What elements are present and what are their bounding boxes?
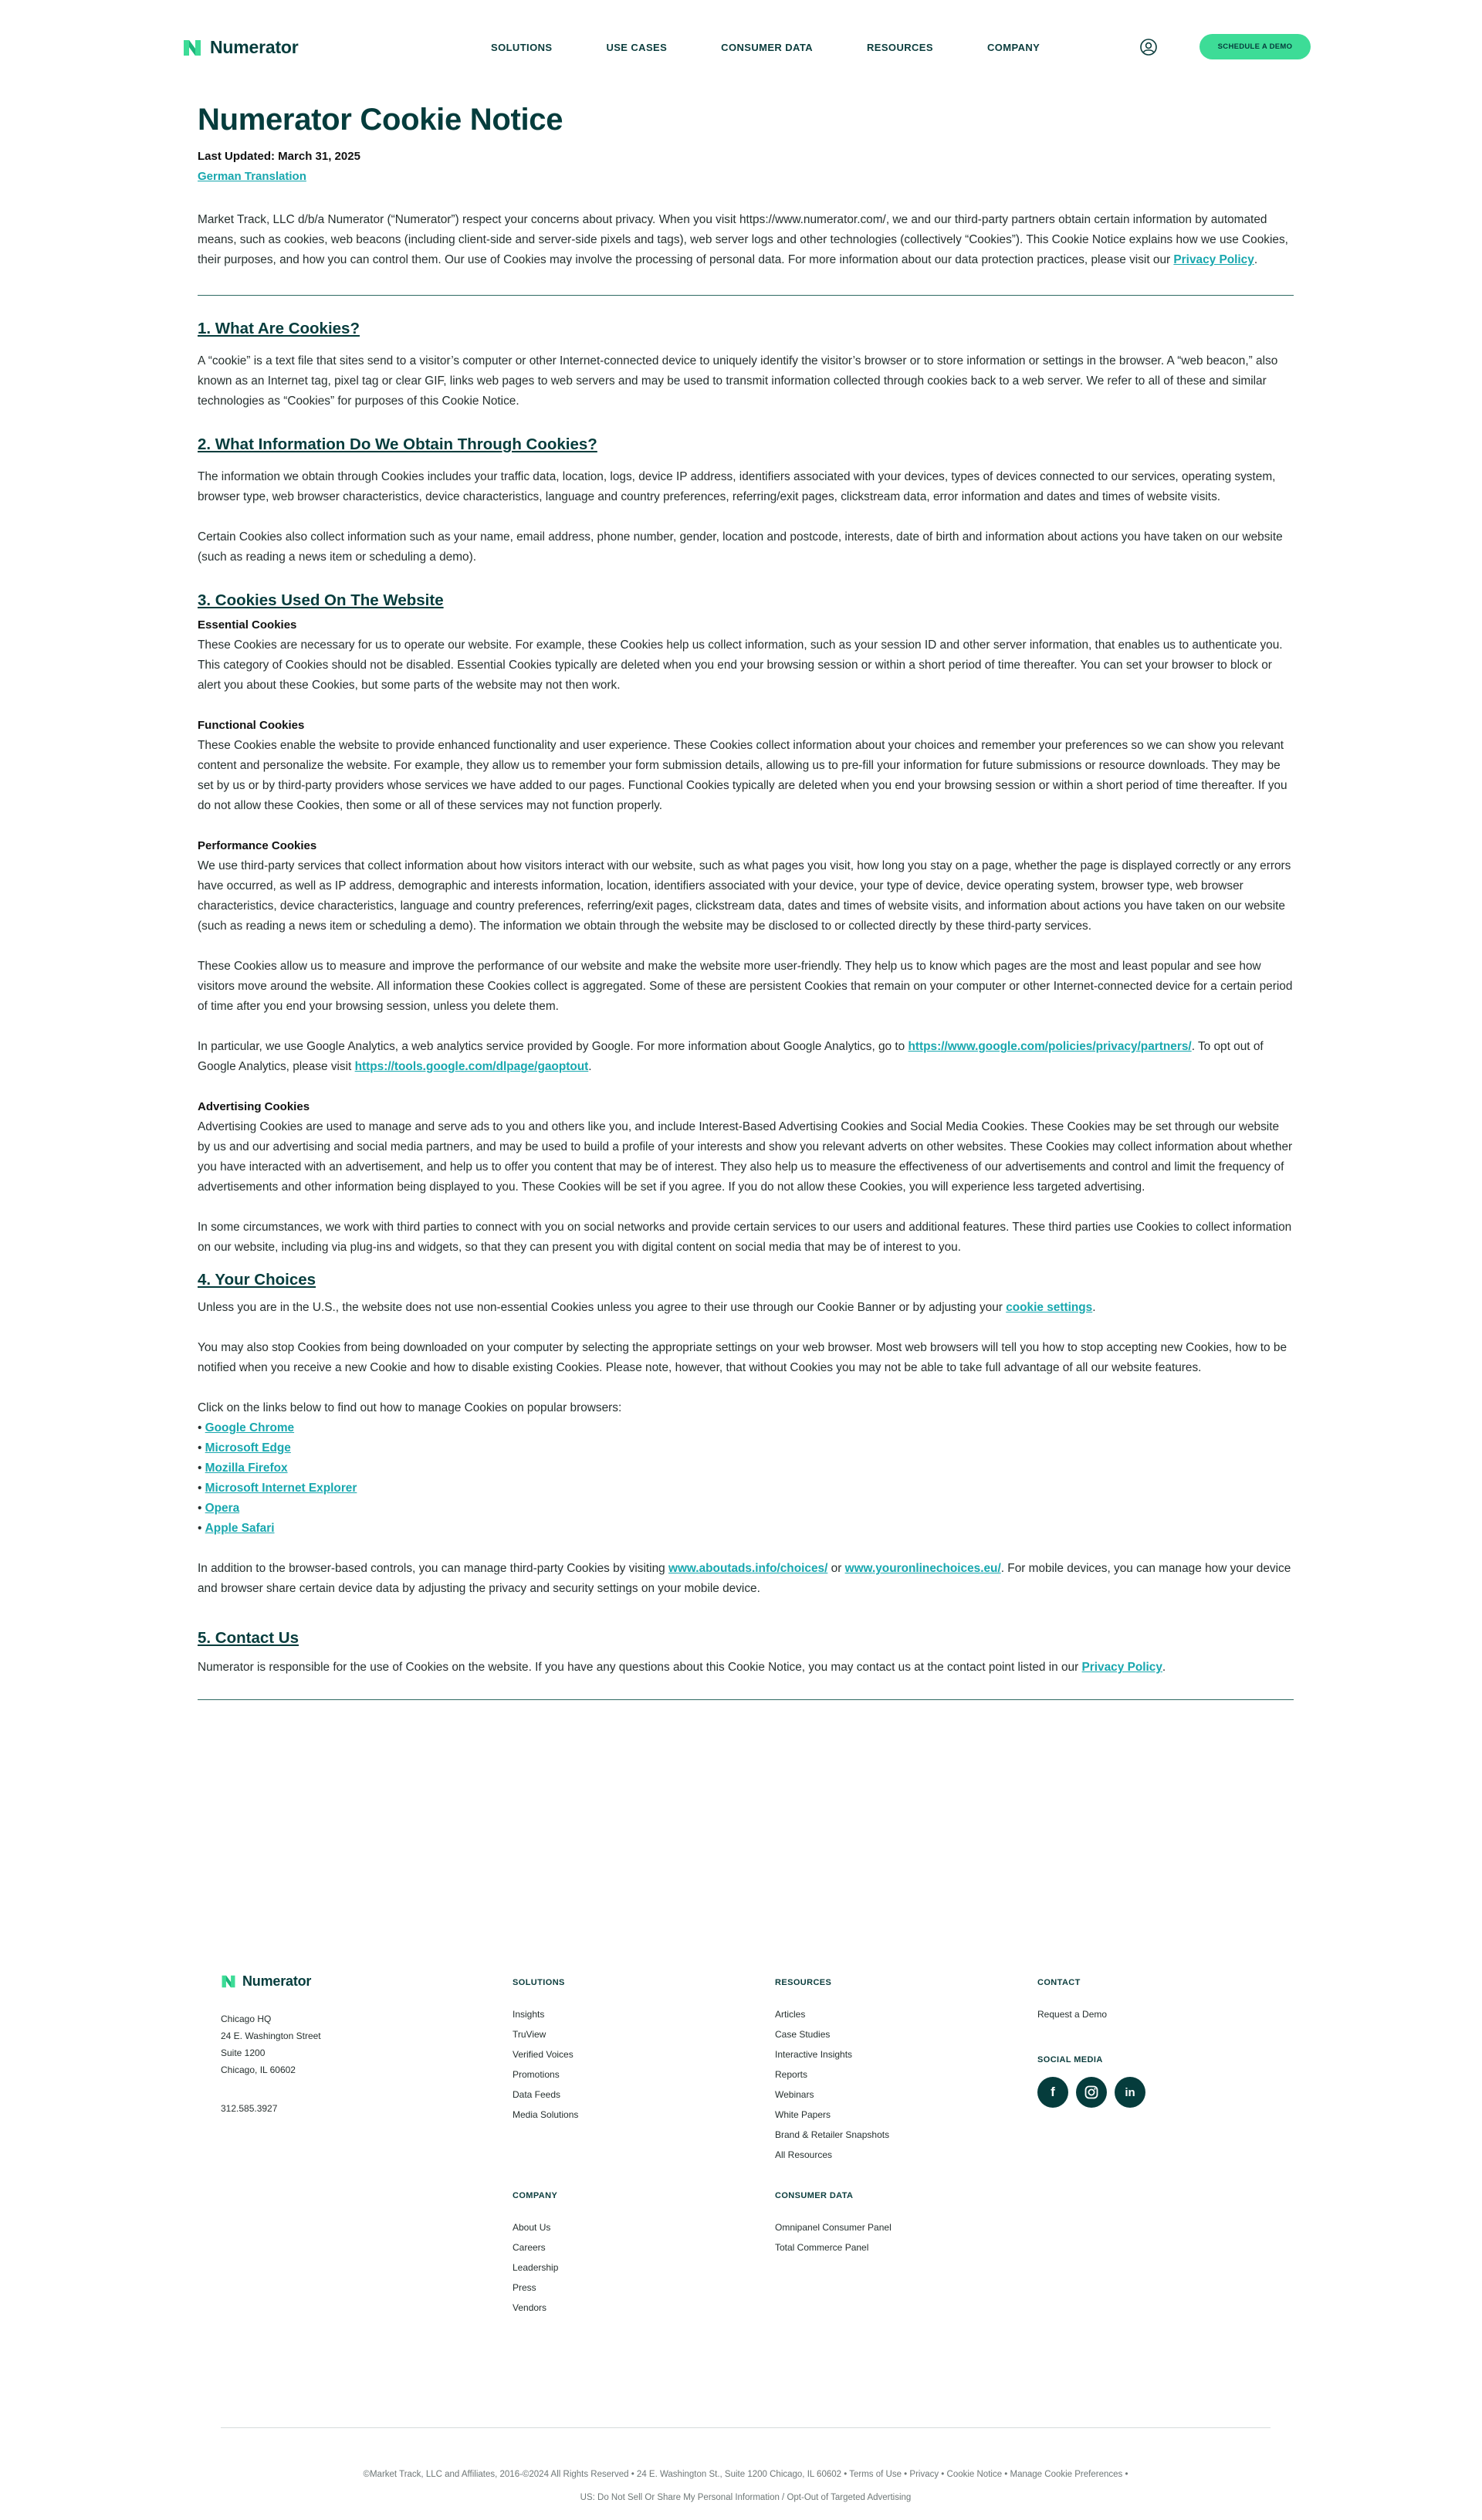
instagram-icon[interactable] [1076,2077,1107,2108]
functional-cookies-text: These Cookies enable the website to provide enhanced functionality and user experience. These Cookies collect information about your choices and remember your preferences so we can show you relevant content and personalize the website. For example, they allow us to remember your form submission details, allowing us to pre-fill your information for future submissions or resource downloads. They may be set by us or by third-party providers whose services we have added to our pages. Functional Cookies typically are deleted when you end your browsing session or within a short period of time thereafter. If you do not allow these Cookies, then some or all of these services may not function properly. [198,739,1287,812]
cookie-notice-article [198,100,1294,1722]
footer-link-careers[interactable]: Careers [513,2242,546,2253]
contact-text: Numerator is responsible for the use of Cookies on the website. If you have any questions about this Cookie Notice, you may contact us at the contact point listed in our [198,1661,1082,1674]
or-text: or [827,1562,845,1575]
divider [198,295,1294,296]
privacy-policy-link[interactable]: Privacy Policy [1173,253,1254,266]
footer-col-title: CONTACT [1037,1978,1081,1987]
schedule-demo-button[interactable]: SCHEDULE A DEMO [1199,34,1311,59]
chrome-link[interactable]: Google Chrome [205,1421,295,1434]
essential-cookies-heading: Essential Cookies [198,618,297,632]
section-paragraph: The information we obtain through Cookies includes your traffic data, location, logs, device IP address, identifiers associated with your devices, types of devices connected to our services, operating system, browser type, web browser characteristics, device characteristics, language and country preferences, referring/exit pages, clickstream data, error information and dates and times of website visits. [198,470,1276,503]
footer-link-snapshots[interactable]: Brand & Retailer Snapshots [775,2129,890,2140]
section-contact-us [198,1627,1294,1678]
contact-paragraph: Numerator is responsible for the use of Cookies on the website. If you have any questions about this Cookie Notice, you may contact us at the contact point listed in our Privacy Policy. [198,1661,1166,1674]
legal-line: ©Market Track, LLC and Affiliates, 2016-©2024 All Rights Reserved • 24 E. Washington St., Suite 1200 Chicago, IL 60602 • Terms of Use • Privacy • Cookie Notice • Manage Cookie Preferences • [363,2470,1128,2479]
ga-text-2: . To opt out of Google Analytics, please visit [198,1040,1264,1073]
footer-link-truview[interactable]: TruView [513,2029,546,2040]
linkedin-icon[interactable]: in [1115,2077,1145,2108]
section-heading: 3. Cookies Used On The Website [198,591,444,609]
advertising-cookies-text-2: In some circumstances, we work with third parties to connect with you on social networks and provide certain services to our users and additional features. These third parties use Cookies to collect information on our website, including via plug-ins and widgets, so that they can present you with digital content on social media that may be of interest to you. [198,1221,1292,1254]
numerator-logo-icon [182,39,202,57]
footer-consumer-data [775,2191,892,2258]
nav-resources[interactable]: RESOURCES [867,42,933,53]
section-paragraph: A “cookie” is a text file that sites send to a visitor’s computer or other Internet-connected device to uniquely identify the visitor’s browser or to store information or settings in the browser. A “web beacon,” also known as an Internet tag, pixel tag or clear GIF, links web pages to web servers and may be used to transmit information collected through cookies back to a web server. We refer to all of these and similar technologies as “Cookies” for purposes of this Cookie Notice. [198,354,1278,408]
footer-col-title: SOLUTIONS [513,1978,565,1987]
footer-col-title: COMPANY [513,2191,558,2200]
social-links [1037,2077,1145,2108]
browser-links-list [198,1418,1294,1539]
user-circle-icon[interactable] [1139,38,1158,56]
footer-link-leadership[interactable]: Leadership [513,2262,559,2273]
section-heading: 2. What Information Do We Obtain Through Cookies? [198,435,597,453]
footer-phone[interactable]: 312.585.3927 [221,2103,278,2114]
facebook-icon[interactable]: f [1037,2077,1068,2108]
german-translation-link[interactable]: German Translation [198,170,306,183]
performance-cookies-heading: Performance Cookies [198,839,317,852]
browser-settings-paragraph: You may also stop Cookies from being downloaded on your computer by selecting the appropriate settings on your web browser. Most web browsers will tell you how to stop accepting new Cookies, how to be notified when you receive a new Cookie and how to disable existing Cookies. Please note, however, that without Cookies you may not be able to take full advantage of all our website features. [198,1341,1287,1374]
intro-text: Market Track, LLC d/b/a Numerator (“Numerator”) respect your concerns about privacy. When you visit https://www.numerator.com/, we and our third-party partners obtain certain information by automated means, such as cookies, web beacons (including client-side and server-side pixels and tags), web server logs and other technologies (collectively “Cookies”). This Cookie Notice explains how we use Cookies, their purposes, and how you can control them. Our use of Cookies may involve the processing of personal data. For more information about our data protection practices, please visit our [198,213,1288,266]
nav-consumer-data[interactable]: CONSUMER DATA [721,42,813,53]
list-item: • Opera [198,1502,240,1515]
main-nav [491,42,1094,53]
aboutads-link[interactable]: www.aboutads.info/choices/ [668,1562,828,1575]
list-item: • Microsoft Edge [198,1441,291,1455]
google-analytics-paragraph: In particular, we use Google Analytics, a web analytics service provided by Google. For more information about Google Analytics, go to https://www.google.com/policies/privacy/partners/. To opt out of Google Analytics, please visit https://tools.google.com/dlpage/gaoptout. [198,1040,1264,1073]
functional-cookies-heading: Functional Cookies [198,719,305,732]
performance-cookies-text: We use third-party services that collect information about how visitors interact with our website, such as what pages you visit, how long you stay on a page, whether the page is displayed correctly or any errors have occurred, as well as IP address, demographic and interests information, location, identifiers associated with your device, your type of device, device operating system, browser type, web browser characteristics, device characteristics, language and country preferences, referring/exit pages, clickstream data, dates and times of website visits, and information about actions you have taken on our website (such as reading a news item or scheduling a demo). The information we obtain through the website may be disclosed to or collected directly by these third-party services. [198,859,1291,933]
address-line: Chicago HQ [221,2014,272,2024]
list-item: • Apple Safari [198,1522,275,1535]
footer-contact [1037,1978,1145,2108]
essential-cookies-text: These Cookies are necessary for us to operate our website. For example, these Cookies help us collect information, such as your session ID and other server information, that enables us to authenticate you. This category of Cookies should not be disabled. Essential Cookies typically are deleted when you end your browsing session or within a short period of time thereafter. You can set your browser to block or alert you about these Cookies, but some parts of the website may not then work. [198,638,1283,692]
firefox-link[interactable]: Mozilla Firefox [205,1462,288,1475]
footer-logo[interactable] [221,1973,311,1990]
section-heading: 1. What Are Cookies? [198,320,360,337]
page-title: Numerator Cookie Notice [198,103,563,137]
mobile-text: . For mobile devices, you can manage how your device and browser share certain device data by adjusting the privacy and security settings on your mobile device. [198,1562,1291,1595]
footer-link-total-commerce-panel[interactable]: Total Commerce Panel [775,2242,869,2253]
footer-solutions [513,1978,578,2125]
footer-link-vendors[interactable]: Vendors [513,2302,547,2313]
cookie-settings-link[interactable]: cookie settings [1006,1301,1093,1314]
intro-paragraph: Market Track, LLC d/b/a Numerator (“Numerator”) respect your concerns about privacy. When you visit https://www.numerator.com/, we and our third-party partners obtain certain information by automated means, such as cookies, web beacons (including client-side and server-side pixels and tags), web server logs and other technologies (collectively “Cookies”). This Cookie Notice explains how we use Cookies, their purposes, and how you can control them. Our use of Cookies may involve the processing of personal data. For more information about our data protection practices, please visit our Privacy Policy. [198,213,1288,266]
third-party-text: In addition to the browser-based controls, you can manage third-party Cookies by visiting [198,1562,668,1575]
list-item: • Mozilla Firefox [198,1462,288,1475]
opera-link[interactable]: Opera [205,1502,240,1515]
legal-line[interactable]: US: Do Not Sell Or Share My Personal Information / Opt-Out of Targeted Advertising [580,2493,912,2502]
edge-link[interactable]: Microsoft Edge [205,1441,291,1455]
footer-link-data-feeds[interactable]: Data Feeds [513,2089,561,2100]
choices-paragraph: Unless you are in the U.S., the website does not use non-essential Cookies unless you agree to their use through our Cookie Banner or by adjusting your cookie settings. [198,1301,1096,1314]
address-line: 24 E. Washington Street [221,2031,321,2041]
site-footer [221,1973,1271,2437]
safari-link[interactable]: Apple Safari [205,1522,275,1535]
legal-footer [198,2463,1294,2509]
list-item: • Google Chrome [198,1421,295,1434]
section-heading: 4. Your Choices [198,1271,316,1289]
section-heading: 5. Contact Us [198,1629,299,1647]
youronlinechoices-link[interactable]: www.youronlinechoices.eu/ [844,1562,1001,1575]
nav-use-cases[interactable]: USE CASES [606,42,668,53]
third-party-controls-paragraph [198,1559,1294,1599]
footer-link-request-demo[interactable]: Request a Demo [1037,2009,1108,2020]
footer-divider [221,2427,1271,2428]
footer-resources [775,1978,889,2165]
internet-explorer-link[interactable]: Microsoft Internet Explorer [205,1482,357,1495]
ga-text: In particular, we use Google Analytics, a web analytics service provided by Google. For more information about Google Analytics, go to [198,1040,908,1053]
section-what-are-cookies [198,317,1294,412]
site-header [0,0,1482,93]
footer-link-omnipanel[interactable]: Omnipanel Consumer Panel [775,2222,892,2233]
divider [198,1699,1294,1700]
ga-optout-link[interactable]: https://tools.google.com/dlpage/gaoptout [354,1060,589,1073]
contact-privacy-policy-link[interactable]: Privacy Policy [1081,1661,1162,1674]
address-line: Chicago, IL 60602 [221,2064,296,2075]
footer-link-all-resources[interactable]: All Resources [775,2149,833,2160]
last-updated: Last Updated: March 31, 2025 [198,150,360,163]
section-cookies-used [198,589,1294,1258]
google-partners-link[interactable]: https://www.google.com/policies/privacy/partners/ [908,1040,1192,1053]
instagram-glyph [1084,2085,1098,2099]
browser-links-intro: Click on the links below to find out how to manage Cookies on popular browsers: [198,1401,622,1414]
advertising-cookies-heading: Advertising Cookies [198,1100,310,1113]
footer-link-articles[interactable]: Articles [775,2009,806,2020]
choices-text: Unless you are in the U.S., the website does not use non-essential Cookies unless you agree to their use through our Cookie Banner or by adjusting your [198,1301,1007,1314]
footer-link-media-solutions[interactable]: Media Solutions [513,2109,579,2120]
numerator-logo-icon [221,1974,236,1989]
nav-solutions[interactable]: SOLUTIONS [491,42,553,53]
footer-link-verified-voices[interactable]: Verified Voices [513,2049,574,2060]
logo-text: Numerator [210,37,299,57]
footer-address [221,2010,321,2078]
performance-cookies-text-2: These Cookies allow us to measure and improve the performance of our website and make the website more user-friendly. They help us to know which pages are the most and least popular and see how visitors move around the website. All information these Cookies collect is aggregated. Some of these are persistent Cookies that remain on your computer or other Internet-connected device for a certain period of time after you end your browsing session, unless you delete them. [198,960,1293,1013]
footer-link-promotions[interactable]: Promotions [513,2069,560,2080]
section-your-choices [198,1268,1294,1599]
footer-link-case-studies[interactable]: Case Studies [775,2029,831,2040]
address-line: Suite 1200 [221,2048,266,2058]
footer-link-white-papers[interactable]: White Papers [775,2109,831,2120]
footer-col-title: SOCIAL MEDIA [1037,2055,1103,2064]
footer-col-title: RESOURCES [775,1978,832,1987]
numerator-logo[interactable] [182,37,299,58]
section-information-obtained [198,433,1294,567]
list-item: • Microsoft Internet Explorer [198,1482,357,1495]
footer-col-title: CONSUMER DATA [775,2191,854,2200]
advertising-cookies-text: Advertising Cookies are used to manage and serve ads to you and others like you, and include Interest-Based Advertising Cookies and Social Media Cookies. These Cookies may be set through our website by us and our advertising and social media partners, and may be used to build a profile of your interests and show you relevant adverts on other websites. These Cookies may collect information about whether you have interacted with an advertisement, and help us to offer you content that may be of interest. They also help us to measure the effectiveness of our advertisements and control and limit the frequency of advertisements and other information being displayed to you. These Cookies will be set if you agree. If you do not allow these Cookies, you will experience less targeted advertising. [198,1120,1293,1194]
footer-link-about-us[interactable]: About Us [513,2222,551,2233]
nav-company[interactable]: COMPANY [986,42,1040,53]
footer-company [513,2191,558,2318]
footer-link-press[interactable]: Press [513,2282,536,2293]
footer-logo-text: Numerator [242,1973,312,1989]
section-paragraph: Certain Cookies also collect information such as your name, email address, phone number, gender, location and postcode, interests, date of birth and information about actions you have taken on our website (such as reading a news item or scheduling a demo). [198,530,1283,564]
footer-link-insights[interactable]: Insights [513,2009,545,2020]
footer-link-webinars[interactable]: Webinars [775,2089,814,2100]
footer-link-reports[interactable]: Reports [775,2069,808,2080]
footer-link-interactive-insights[interactable]: Interactive Insights [775,2049,853,2060]
